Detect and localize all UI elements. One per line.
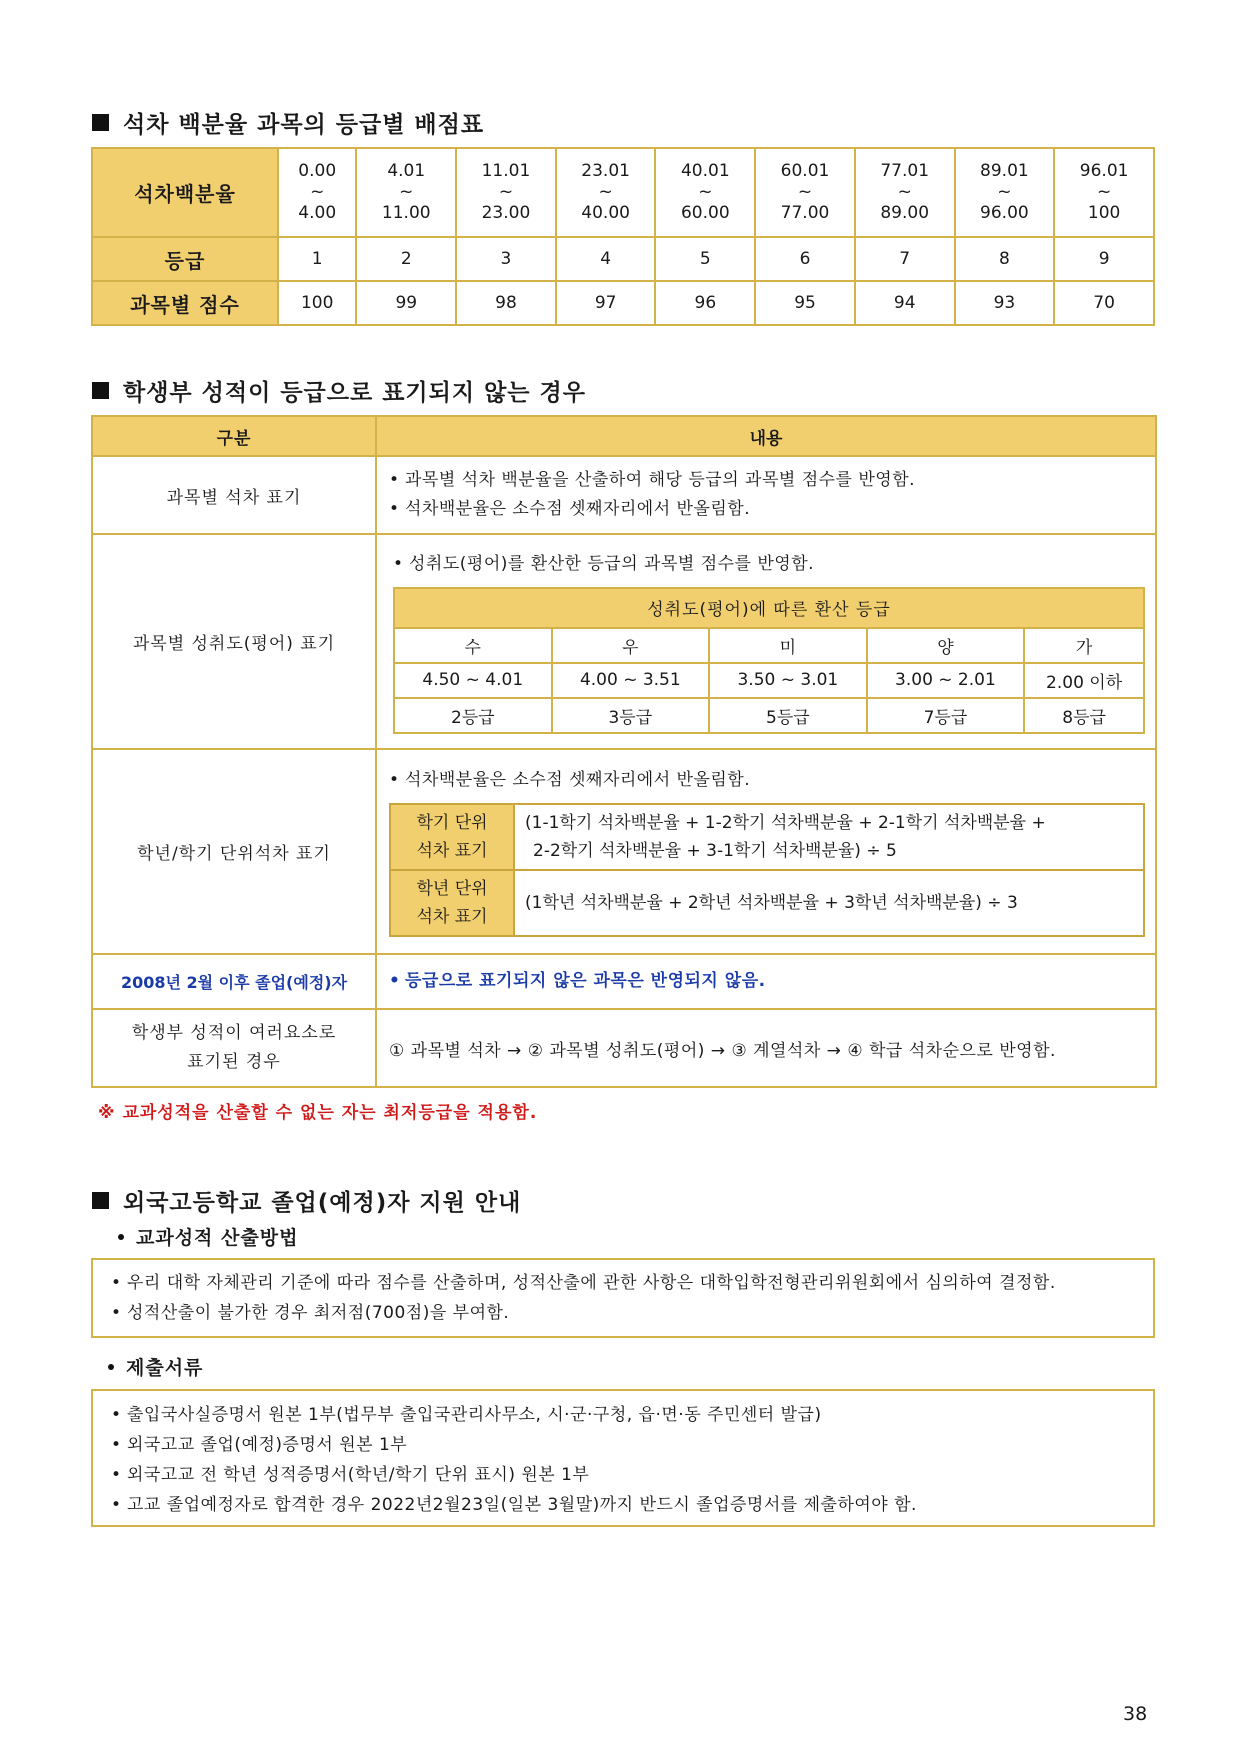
note-text: ※ 교과성적을 산출할 수 없는 자는 최저등급을 적용함. <box>98 1103 538 1123</box>
table-row <box>92 749 1156 954</box>
grade-cell: 2등급 <box>394 698 552 733</box>
section-title-grade-table <box>92 106 484 139</box>
column-header-category: 구분 <box>92 416 376 456</box>
range-cell: 3.50 ~ 3.01 <box>709 663 867 698</box>
semester-label: 학기 단위 석차 표기 <box>390 804 514 870</box>
range-cell: 77.01 ~ 89.00 <box>855 148 955 237</box>
grade-cell: 3 <box>456 237 556 281</box>
level-cell: 양 <box>867 628 1025 663</box>
score-cell: 93 <box>955 281 1055 325</box>
page-number: 38 <box>1123 1703 1148 1725</box>
range-cell: 89.01 ~ 96.00 <box>955 148 1055 237</box>
non-grade-table <box>91 415 1157 1088</box>
row-label-score: 과목별 점수 <box>92 281 278 325</box>
documents-box <box>91 1389 1155 1527</box>
range-cell: 96.01 ~ 100 <box>1054 148 1154 237</box>
column-header-content: 내용 <box>376 416 1156 456</box>
grade-cell: 7등급 <box>867 698 1025 733</box>
section-title-text: 학생부 성적이 등급으로 표기되지 않는 경우 <box>123 380 586 406</box>
row-label: 과목별 석차 표기 <box>92 456 376 534</box>
semester-formula: (1-1학기 석차백분율 + 1-2학기 석차백분율 + 2-1학기 석차백분율 + 2-2학기 석차백분율 + 3-1학기 석차백분율) ÷ 5 <box>514 804 1144 870</box>
range-cell: 0.00 ~ 4.00 <box>278 148 356 237</box>
row-label: 학생부 성적이 여러요소로 표기된 경우 <box>92 1009 376 1087</box>
range-cell: 11.01 ~ 23.00 <box>456 148 556 237</box>
semester-rank-table <box>389 803 1145 937</box>
row-content: • 과목별 석차 백분율을 산출하여 해당 등급의 과목별 점수를 반영함. • 석차백분율은 소수점 셋째자리에서 반올림함. <box>376 456 1156 534</box>
level-cell: 가 <box>1024 628 1144 663</box>
row-label-percentile: 석차백분율 <box>92 148 278 237</box>
section-title-text: 석차 백분율 과목의 등급별 배점표 <box>123 112 485 138</box>
score-cell: 97 <box>556 281 656 325</box>
list-item: • 고교 졸업예정자로 합격한 경우 2022년2월23일(일본 3월말)까지 반드시 졸업증명서를 제출하여야 함. <box>111 1495 917 1515</box>
score-cell: 100 <box>278 281 356 325</box>
section-title-foreign-school <box>92 1184 521 1217</box>
level-cell: 수 <box>394 628 552 663</box>
table-row <box>92 954 1156 1009</box>
achievement-conversion-table <box>393 587 1145 734</box>
table-row <box>92 534 1156 749</box>
range-cell: 40.01 ~ 60.00 <box>655 148 755 237</box>
row-content: ① 과목별 석차 → ② 과목별 성취도(평어) → ③ 계열석차 → ④ 학급 석차순으로 반영함. <box>376 1009 1156 1087</box>
sub-title-documents: 제출서류 <box>108 1353 203 1380</box>
score-cell: 94 <box>855 281 955 325</box>
row-content-highlight: • 등급으로 표기되지 않은 과목은 반영되지 않음. <box>376 954 1156 1009</box>
grade-cell: 5 <box>655 237 755 281</box>
table-row <box>92 281 1154 325</box>
list-item: • 외국고교 전 학년 성적증명서(학년/학기 단위 표시) 원본 1부 <box>111 1465 590 1485</box>
level-cell: 우 <box>552 628 710 663</box>
score-cell: 96 <box>655 281 755 325</box>
level-cell: 미 <box>709 628 867 663</box>
range-cell: 4.00 ~ 3.51 <box>552 663 710 698</box>
grade-cell: 2 <box>356 237 456 281</box>
row-label-highlight: 2008년 2월 이후 졸업(예정)자 <box>92 954 376 1009</box>
range-cell: 4.50 ~ 4.01 <box>394 663 552 698</box>
grade-cell: 3등급 <box>552 698 710 733</box>
grade-cell: 4 <box>556 237 656 281</box>
score-cell: 98 <box>456 281 556 325</box>
year-label: 학년 단위 석차 표기 <box>390 870 514 936</box>
row-content: • 성취도(평어)를 환산한 등급의 과목별 점수를 반영함. 성취도(평어)에 따른 환산 등급 수 우 미 양 가 4.50 ~ 4.01 4.00 ~ 3.51 3.50 ~ 3.01 3.00 ~ 2.01 2.00 이하 2등급 3등급 5등급 7등급 8등급 <box>376 534 1156 749</box>
grade-calc-box <box>91 1258 1155 1338</box>
table-row <box>92 1009 1156 1087</box>
range-cell: 2.00 이하 <box>1024 663 1144 698</box>
grade-cell: 8 <box>955 237 1055 281</box>
list-item: • 우리 대학 자체관리 기준에 따라 점수를 산출하며, 성적산출에 관한 사항은 대학입학전형관리위원회에서 심의하여 결정함. <box>111 1273 1056 1293</box>
table-header-row <box>92 416 1156 456</box>
table-row <box>92 237 1154 281</box>
row-label-grade: 등급 <box>92 237 278 281</box>
square-bullet-icon <box>92 114 109 131</box>
row-label: 과목별 성취도(평어) 표기 <box>92 534 376 749</box>
grade-cell: 9 <box>1054 237 1154 281</box>
section-title-text: 외국고등학교 졸업(예정)자 지원 안내 <box>123 1190 522 1216</box>
list-item: • 출입국사실증명서 원본 1부(법무부 출입국관리사무소, 시·군·구청, 읍·면·동 주민센터 발급) <box>111 1405 822 1425</box>
square-bullet-icon <box>92 1192 109 1209</box>
inner-table-title: 성취도(평어)에 따른 환산 등급 <box>394 588 1144 628</box>
section-title-non-grade <box>92 374 586 407</box>
table-row <box>92 148 1154 237</box>
range-cell: 4.01 ~ 11.00 <box>356 148 456 237</box>
grade-score-table <box>91 147 1155 326</box>
score-cell: 95 <box>755 281 855 325</box>
score-cell: 70 <box>1054 281 1154 325</box>
range-cell: 23.01 ~ 40.00 <box>556 148 656 237</box>
row-content: • 석차백분율은 소수점 셋째자리에서 반올림함. 학기 단위 석차 표기 (1-1학기 석차백분율 + 1-2학기 석차백분율 + 2-1학기 석차백분율 + 2-2학기 석차백분율 + 3-1학기 석차백분율) ÷ 5 학년 단위 석차 표기 (1학년 석차백분율 + 2학년 석차백분율 + 3학년 석차백분율) ÷ 3 <box>376 749 1156 954</box>
range-cell: 3.00 ~ 2.01 <box>867 663 1025 698</box>
dot-bullet-icon <box>108 1364 114 1370</box>
sub-title-grade-calc: 교과성적 산출방법 <box>118 1223 298 1250</box>
range-cell: 60.01 ~ 77.00 <box>755 148 855 237</box>
grade-cell: 7 <box>855 237 955 281</box>
year-formula: (1학년 석차백분율 + 2학년 석차백분율 + 3학년 석차백분율) ÷ 3 <box>514 870 1144 936</box>
dot-bullet-icon <box>118 1234 124 1240</box>
grade-cell: 5등급 <box>709 698 867 733</box>
score-cell: 99 <box>356 281 456 325</box>
list-item: • 외국고교 졸업(예정)증명서 원본 1부 <box>111 1435 408 1455</box>
grade-cell: 1 <box>278 237 356 281</box>
grade-cell: 6 <box>755 237 855 281</box>
grade-cell: 8등급 <box>1024 698 1144 733</box>
table-row <box>92 456 1156 534</box>
row-label: 학년/학기 단위석차 표기 <box>92 749 376 954</box>
list-item: • 성적산출이 불가한 경우 최저점(700점)을 부여함. <box>111 1303 510 1323</box>
square-bullet-icon <box>92 382 109 399</box>
